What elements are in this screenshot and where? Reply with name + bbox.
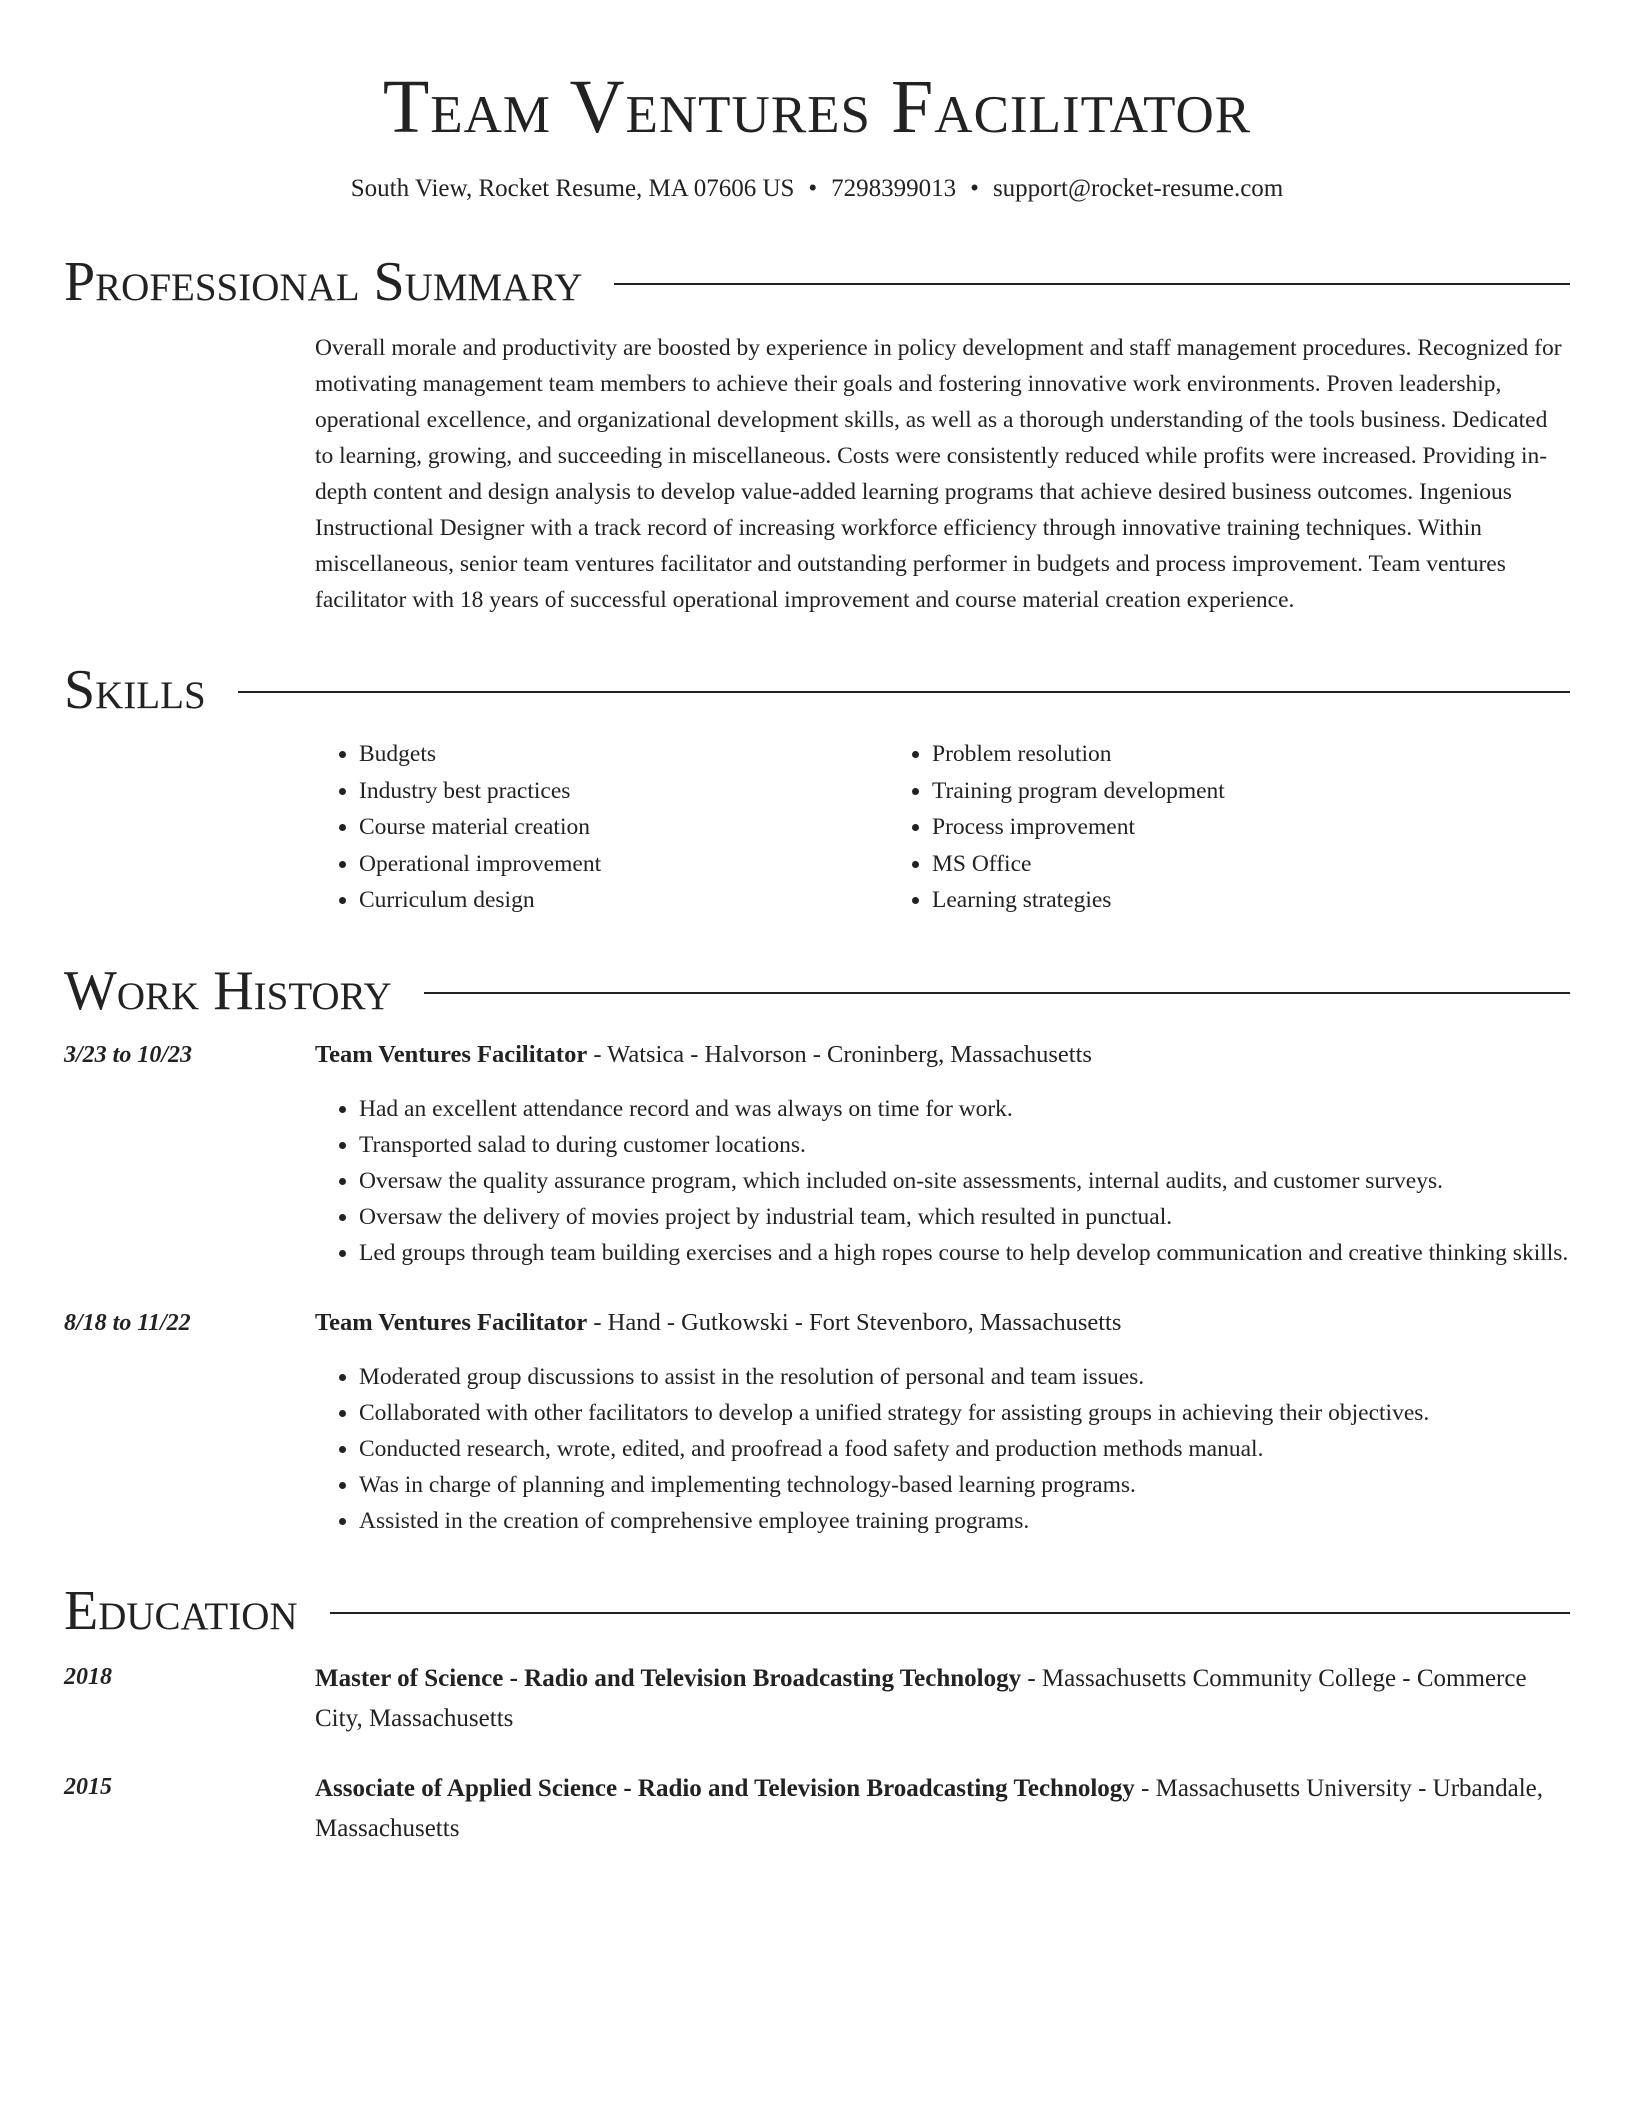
education-heading [315, 1769, 1570, 1849]
section-divider [238, 691, 1570, 693]
job-bullet: • Conducted research, wrote, edited, and proofread a food safety and production methods manual. [359, 1431, 1570, 1467]
summary-title: Professional Summary [64, 251, 583, 313]
section-divider [424, 992, 1570, 994]
job-heading [315, 1305, 1570, 1341]
contact-line [64, 172, 1570, 206]
job-entry [64, 1305, 1570, 1539]
job-bullet: • Moderated group discussions to assist in the resolution of personal and team issues. [359, 1359, 1570, 1395]
education-school: - Massachusetts Community College - Commerce City, Massachusetts [315, 1664, 1527, 1732]
skill-item: • Industry best practices [359, 773, 888, 810]
skill-item: • Learning strategies [932, 882, 1461, 919]
job-bullet: • Led groups through team building exercises and a high ropes course to help develop communication and creative thinking skills. [359, 1235, 1570, 1271]
skill-item: • Budgets [359, 736, 888, 773]
job-bullet: • Had an excellent attendance record and was always on time for work. [359, 1091, 1570, 1127]
education-section-header [64, 1579, 1570, 1643]
skills-column-left [315, 736, 888, 919]
education-heading [315, 1659, 1570, 1739]
skill-item: • MS Office [932, 846, 1461, 883]
contact-email: support@rocket-resume.com [992, 175, 1284, 202]
summary-section-header [64, 250, 1570, 314]
job-role: Team Ventures Facilitator [315, 1308, 588, 1336]
work-title: Work History [64, 959, 392, 1022]
section-divider [614, 283, 1570, 285]
education-degree: Master of Science - Radio and Television Broadcasting Technology [315, 1664, 1022, 1692]
job-bullet: • Oversaw the delivery of movies project by industrial team, which resulted in punctual. [359, 1199, 1570, 1235]
job-employer: - Hand - Gutkowski - Fort Stevenboro, Massachusetts [587, 1308, 1122, 1336]
education-entry [64, 1659, 1570, 1739]
skills-title: Skills [64, 659, 206, 721]
contact-address: South View, Rocket Resume, MA 07606 US [350, 175, 795, 202]
candidate-name: Team Ventures Facilitator [382, 65, 1252, 149]
skills-section-header [64, 658, 1570, 722]
resume-page [64, 0, 1570, 1849]
job-bullet: • Assisted in the creation of comprehensive employee training programs. [359, 1503, 1570, 1539]
summary-text: Overall morale and productivity are boosted by experience in policy development and staff management procedures. Recognized for motivating management team members to achieve their goals and fostering innovative work environments. Proven leadership, operational excellence, and organizational development skills, as well as a thorough understanding of the tools business. Dedicated to learning, growing, and succeeding in miscellaneous. Costs were consistently reduced while profits were increased. Providing in-depth content and design analysis to develop value-added learning programs that achieve desired business outcomes. Ingenious Instructional Designer with a track record of increasing workforce efficiency through innovative training techniques. Within miscellaneous, senior team ventures facilitator and outstanding performer in budgets and process improvement. Team ventures facilitator with 18 years of successful operational improvement and course material creation experience. [315, 335, 1562, 613]
skills-list [315, 736, 1570, 919]
skill-item: • Course material creation [359, 809, 888, 846]
job-bullet: • Collaborated with other facilitators to develop a unified strategy for assisting groups in achieving their objectives. [359, 1395, 1570, 1431]
contact-phone: 7298399013 [831, 175, 957, 202]
education-year: 2015 [64, 1773, 112, 1800]
job-employer: - Watsica - Halvorson - Croninberg, Massachusetts [587, 1040, 1092, 1068]
skills-column-right [888, 736, 1461, 919]
education-school: - Massachusetts University - Urbandale, Massachusetts [315, 1774, 1544, 1842]
job-heading [315, 1037, 1570, 1073]
job-role: Team Ventures Facilitator [315, 1040, 588, 1068]
education-degree: Associate of Applied Science - Radio and Television Broadcasting Technology [315, 1774, 1135, 1802]
job-dates: 3/23 to 10/23 [64, 1041, 193, 1068]
skill-item: • Process improvement [932, 809, 1461, 846]
education-title: Education [64, 1579, 298, 1642]
skill-item: • Operational improvement [359, 846, 888, 883]
job-bullets [315, 1091, 1570, 1271]
education-entry [64, 1769, 1570, 1849]
job-bullets [315, 1359, 1570, 1539]
contact-separator: • [808, 175, 818, 202]
work-section-header [64, 959, 1570, 1023]
job-entry [64, 1037, 1570, 1271]
education-year: 2018 [64, 1663, 112, 1690]
section-divider [330, 1612, 1570, 1614]
job-bullet: • Transported salad to during customer locations. [359, 1127, 1570, 1163]
job-dates: 8/18 to 11/22 [64, 1309, 191, 1336]
skill-item: • Curriculum design [359, 882, 888, 919]
skill-item: • Training program development [932, 773, 1461, 810]
job-bullet: • Oversaw the quality assurance program, which included on-site assessments, internal audits, and customer surveys. [359, 1163, 1570, 1199]
skill-item: • Problem resolution [932, 736, 1461, 773]
contact-separator: • [970, 175, 979, 202]
job-bullet: • Was in charge of planning and implementing technology-based learning programs. [359, 1467, 1570, 1503]
